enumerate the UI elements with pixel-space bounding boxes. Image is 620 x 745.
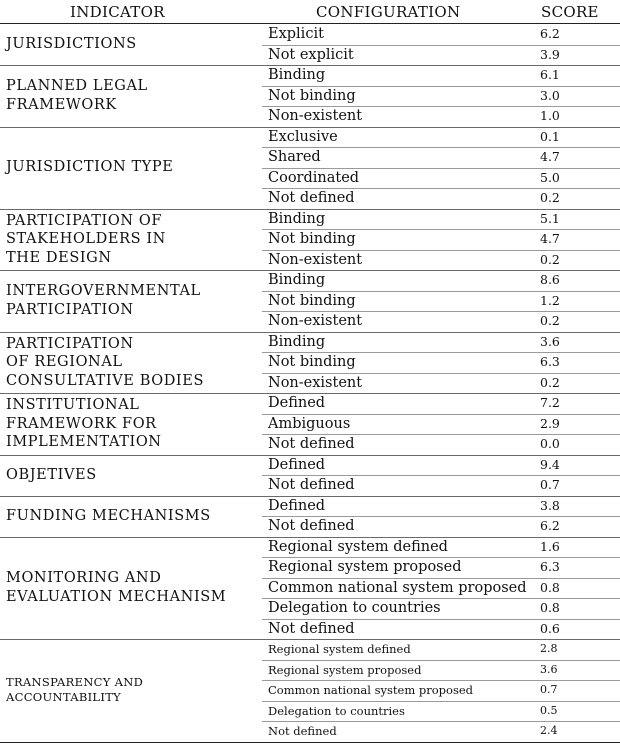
score-cell: 6.3	[540, 354, 560, 369]
configuration-cell: Exclusive	[268, 128, 338, 145]
configuration-cell: Not binding	[268, 87, 356, 104]
indicator-cell	[6, 455, 256, 496]
indicator-label-line: PARTICIPATION	[6, 301, 134, 318]
indicator-cell	[6, 639, 256, 742]
score-cell: 9.4	[540, 456, 560, 472]
score-cell: 2.8	[540, 642, 558, 655]
score-cell: 8.6	[540, 272, 560, 287]
configuration-cell: Not defined	[268, 436, 355, 452]
indicator-cell	[6, 127, 256, 209]
configuration-cell: Defined	[268, 456, 326, 473]
score-cell: 7.2	[540, 395, 560, 410]
configuration-cell: Regional system proposed	[268, 559, 462, 575]
score-cell: 5.1	[540, 210, 560, 226]
configuration-cell: Common national system proposed	[268, 683, 474, 697]
configuration-cell: Regional system defined	[268, 538, 448, 555]
configuration-cell: Shared	[268, 149, 321, 165]
score-cell: 1.2	[540, 292, 560, 308]
configuration-cell: Binding	[268, 210, 326, 227]
configuration-cell: Not defined	[268, 620, 355, 637]
indicator-label-line: EVALUATION MECHANISM	[6, 588, 227, 605]
indicator-cell	[6, 537, 256, 640]
configuration-cell: Explicit	[268, 26, 324, 42]
score-cell: 0.2	[540, 313, 560, 328]
score-cell: 4.7	[540, 231, 560, 246]
indicator-label-line: ACCOUNTABILITY	[6, 690, 122, 705]
configuration-cell: Not explicit	[268, 46, 354, 63]
indicator-cell	[6, 393, 256, 455]
indicator-label-line: JURISDICTION TYPE	[6, 159, 174, 176]
indicator-label-line: FRAMEWORK	[6, 96, 117, 113]
configuration-cell: Non-existent	[268, 374, 363, 391]
score-cell: 3.0	[540, 87, 560, 103]
indicator-label-line: MONITORING AND	[6, 570, 162, 587]
header-score: SCORE	[541, 3, 599, 21]
configuration-cell: Regional system proposed	[268, 662, 422, 677]
score-cell: 6.3	[540, 559, 560, 574]
score-cell: 0.2	[540, 374, 560, 390]
indicator-label-line: INTERGOVERNMENTAL	[6, 283, 201, 300]
configuration-cell: Non-existent	[268, 251, 363, 268]
header-indicator: INDICATOR	[70, 3, 165, 21]
configuration-cell: Not binding	[268, 292, 356, 309]
score-cell: 2.9	[540, 415, 560, 431]
indicator-label-line: CONSULTATIVE BODIES	[6, 372, 204, 389]
table-header	[0, 0, 620, 24]
indicator-label-line: STAKEHOLDERS IN	[6, 231, 166, 247]
indicator-label-line: PARTICIPATION OF	[6, 212, 163, 229]
configuration-cell: Not defined	[268, 518, 355, 534]
score-cell: 0.6	[540, 620, 560, 636]
score-cell: 0.2	[540, 190, 560, 205]
indicator-label-line: PARTICIPATION	[6, 335, 134, 352]
configuration-cell: Binding	[268, 272, 326, 288]
configuration-cell: Delegation to countries	[268, 600, 441, 616]
score-cell: 2.4	[540, 724, 558, 737]
score-cell: 5.0	[540, 169, 560, 185]
indicator-label-line: THE DESIGN	[6, 249, 112, 266]
indicator-label-line: PLANNED LEGAL	[6, 78, 148, 95]
configuration-cell: Defined	[268, 497, 326, 514]
indicator-label-line: OBJETIVES	[6, 466, 97, 483]
configuration-cell: Defined	[268, 395, 326, 411]
indicator-label-line: TRANSPARENCY AND	[6, 675, 144, 690]
score-cell: 6.2	[540, 26, 560, 41]
indicator-cell	[6, 65, 256, 127]
score-cell: 3.8	[540, 497, 560, 513]
score-cell: 0.7	[540, 477, 560, 492]
indicator-cell	[6, 209, 256, 271]
score-cell: 3.6	[540, 333, 560, 349]
configuration-cell: Common national system proposed	[268, 579, 527, 596]
indicator-cell	[6, 24, 256, 65]
score-cell: 1.6	[540, 538, 560, 554]
configuration-cell: Not defined	[268, 477, 355, 493]
score-cell: 6.2	[540, 518, 560, 533]
configuration-cell: Ambiguous	[268, 415, 351, 432]
score-cell: 0.2	[540, 251, 560, 267]
header-configuration: CONFIGURATION	[316, 3, 461, 21]
indicator-label-line: FUNDING MECHANISMS	[6, 507, 211, 524]
configuration-cell: Not binding	[268, 354, 356, 370]
configuration-cell: Not binding	[268, 231, 356, 247]
score-cell: 4.7	[540, 149, 560, 164]
score-cell: 0.8	[540, 579, 560, 595]
score-cell: 0.7	[540, 683, 558, 696]
indicator-label-line: IMPLEMENTATION	[6, 434, 162, 450]
score-cell: 0.0	[540, 436, 560, 451]
indicator-label-line: JURISDICTIONS	[6, 36, 137, 53]
configuration-cell: Binding	[268, 67, 326, 83]
score-cell: 6.1	[540, 67, 560, 82]
indicator-label-line: INSTITUTIONAL	[6, 397, 140, 413]
score-cell: 3.9	[540, 46, 560, 62]
configuration-cell: Coordinated	[268, 169, 360, 186]
configuration-cell: Not defined	[268, 724, 337, 738]
configuration-cell: Delegation to countries	[268, 703, 405, 718]
indicator-label-line: OF REGIONAL	[6, 354, 123, 370]
score-cell: 0.5	[540, 703, 558, 717]
group-divider	[0, 742, 620, 743]
configuration-cell: Non-existent	[268, 313, 363, 329]
score-cell: 1.0	[540, 108, 560, 123]
score-cell: 0.8	[540, 600, 560, 615]
configuration-cell: Non-existent	[268, 108, 363, 124]
score-cell: 3.6	[540, 662, 558, 676]
indicator-label-line: FRAMEWORK FOR	[6, 415, 157, 432]
score-cell: 0.1	[540, 128, 560, 144]
indicator-cell	[6, 332, 256, 394]
configuration-cell: Regional system defined	[268, 642, 411, 656]
indicator-cell	[6, 270, 256, 332]
configuration-cell: Not defined	[268, 190, 355, 206]
indicator-cell	[6, 496, 256, 537]
configuration-cell: Binding	[268, 333, 326, 350]
